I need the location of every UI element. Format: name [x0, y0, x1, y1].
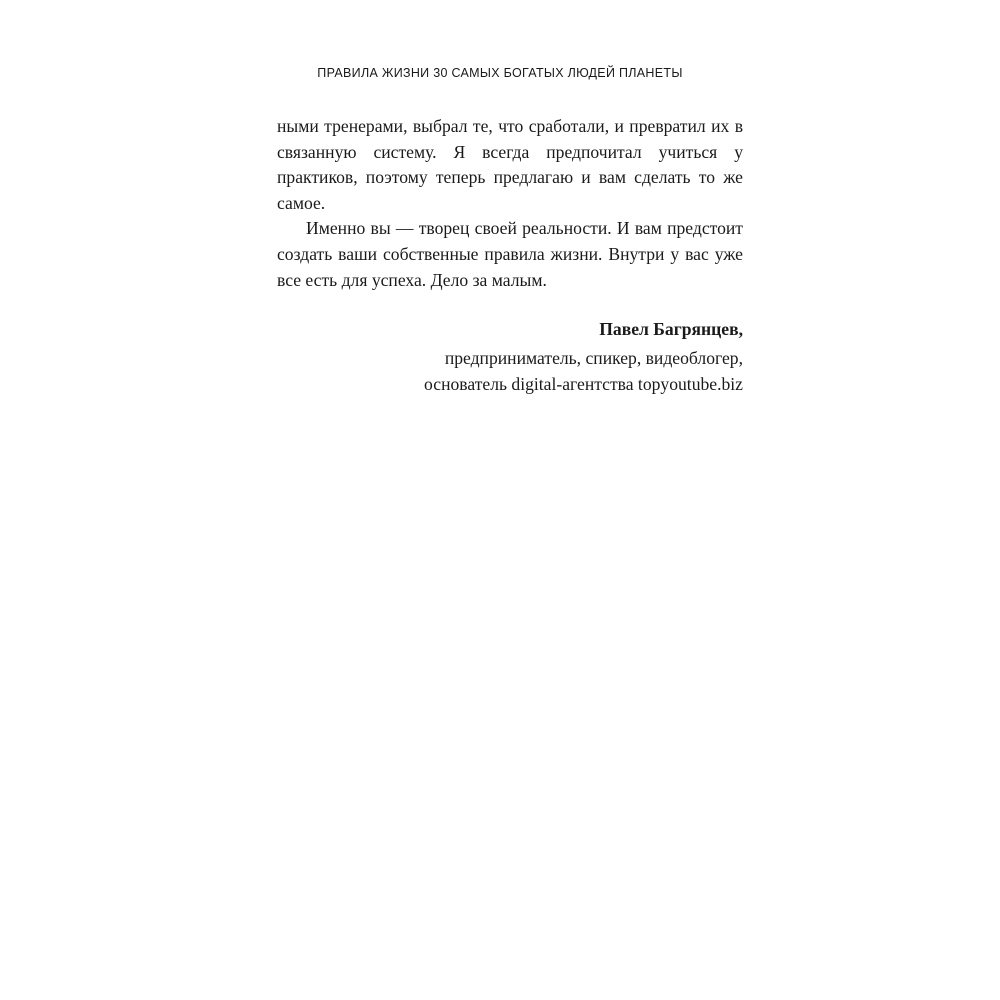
- author-signature: [277, 316, 743, 397]
- author-role: предприниматель, спикер, видеоблогер,: [444, 348, 743, 368]
- paragraph-1: ными тренерами, выбрал те, что сработали, и превратил их в связанную систему. Я всегда предпочитал учиться у практиков, поэтому теперь предлагаю и вам сделать то же самое.: [277, 116, 743, 213]
- running-head-title: ПРАВИЛА ЖИЗНИ 30 САМЫХ БОГАТЫХ ЛЮДЕЙ ПЛАНЕТЫ: [317, 66, 683, 80]
- author-company: основатель digital-агентства topyoutube.biz: [424, 374, 743, 394]
- body-text: [277, 114, 743, 293]
- paragraph-2: Именно вы — творец своей реальности. И вам предстоит создать ваши собственные правила жизни. Внутри у вас уже все есть для успеха. Дело за малым.: [277, 218, 743, 290]
- author-name: Павел Багрянцев,: [599, 319, 743, 339]
